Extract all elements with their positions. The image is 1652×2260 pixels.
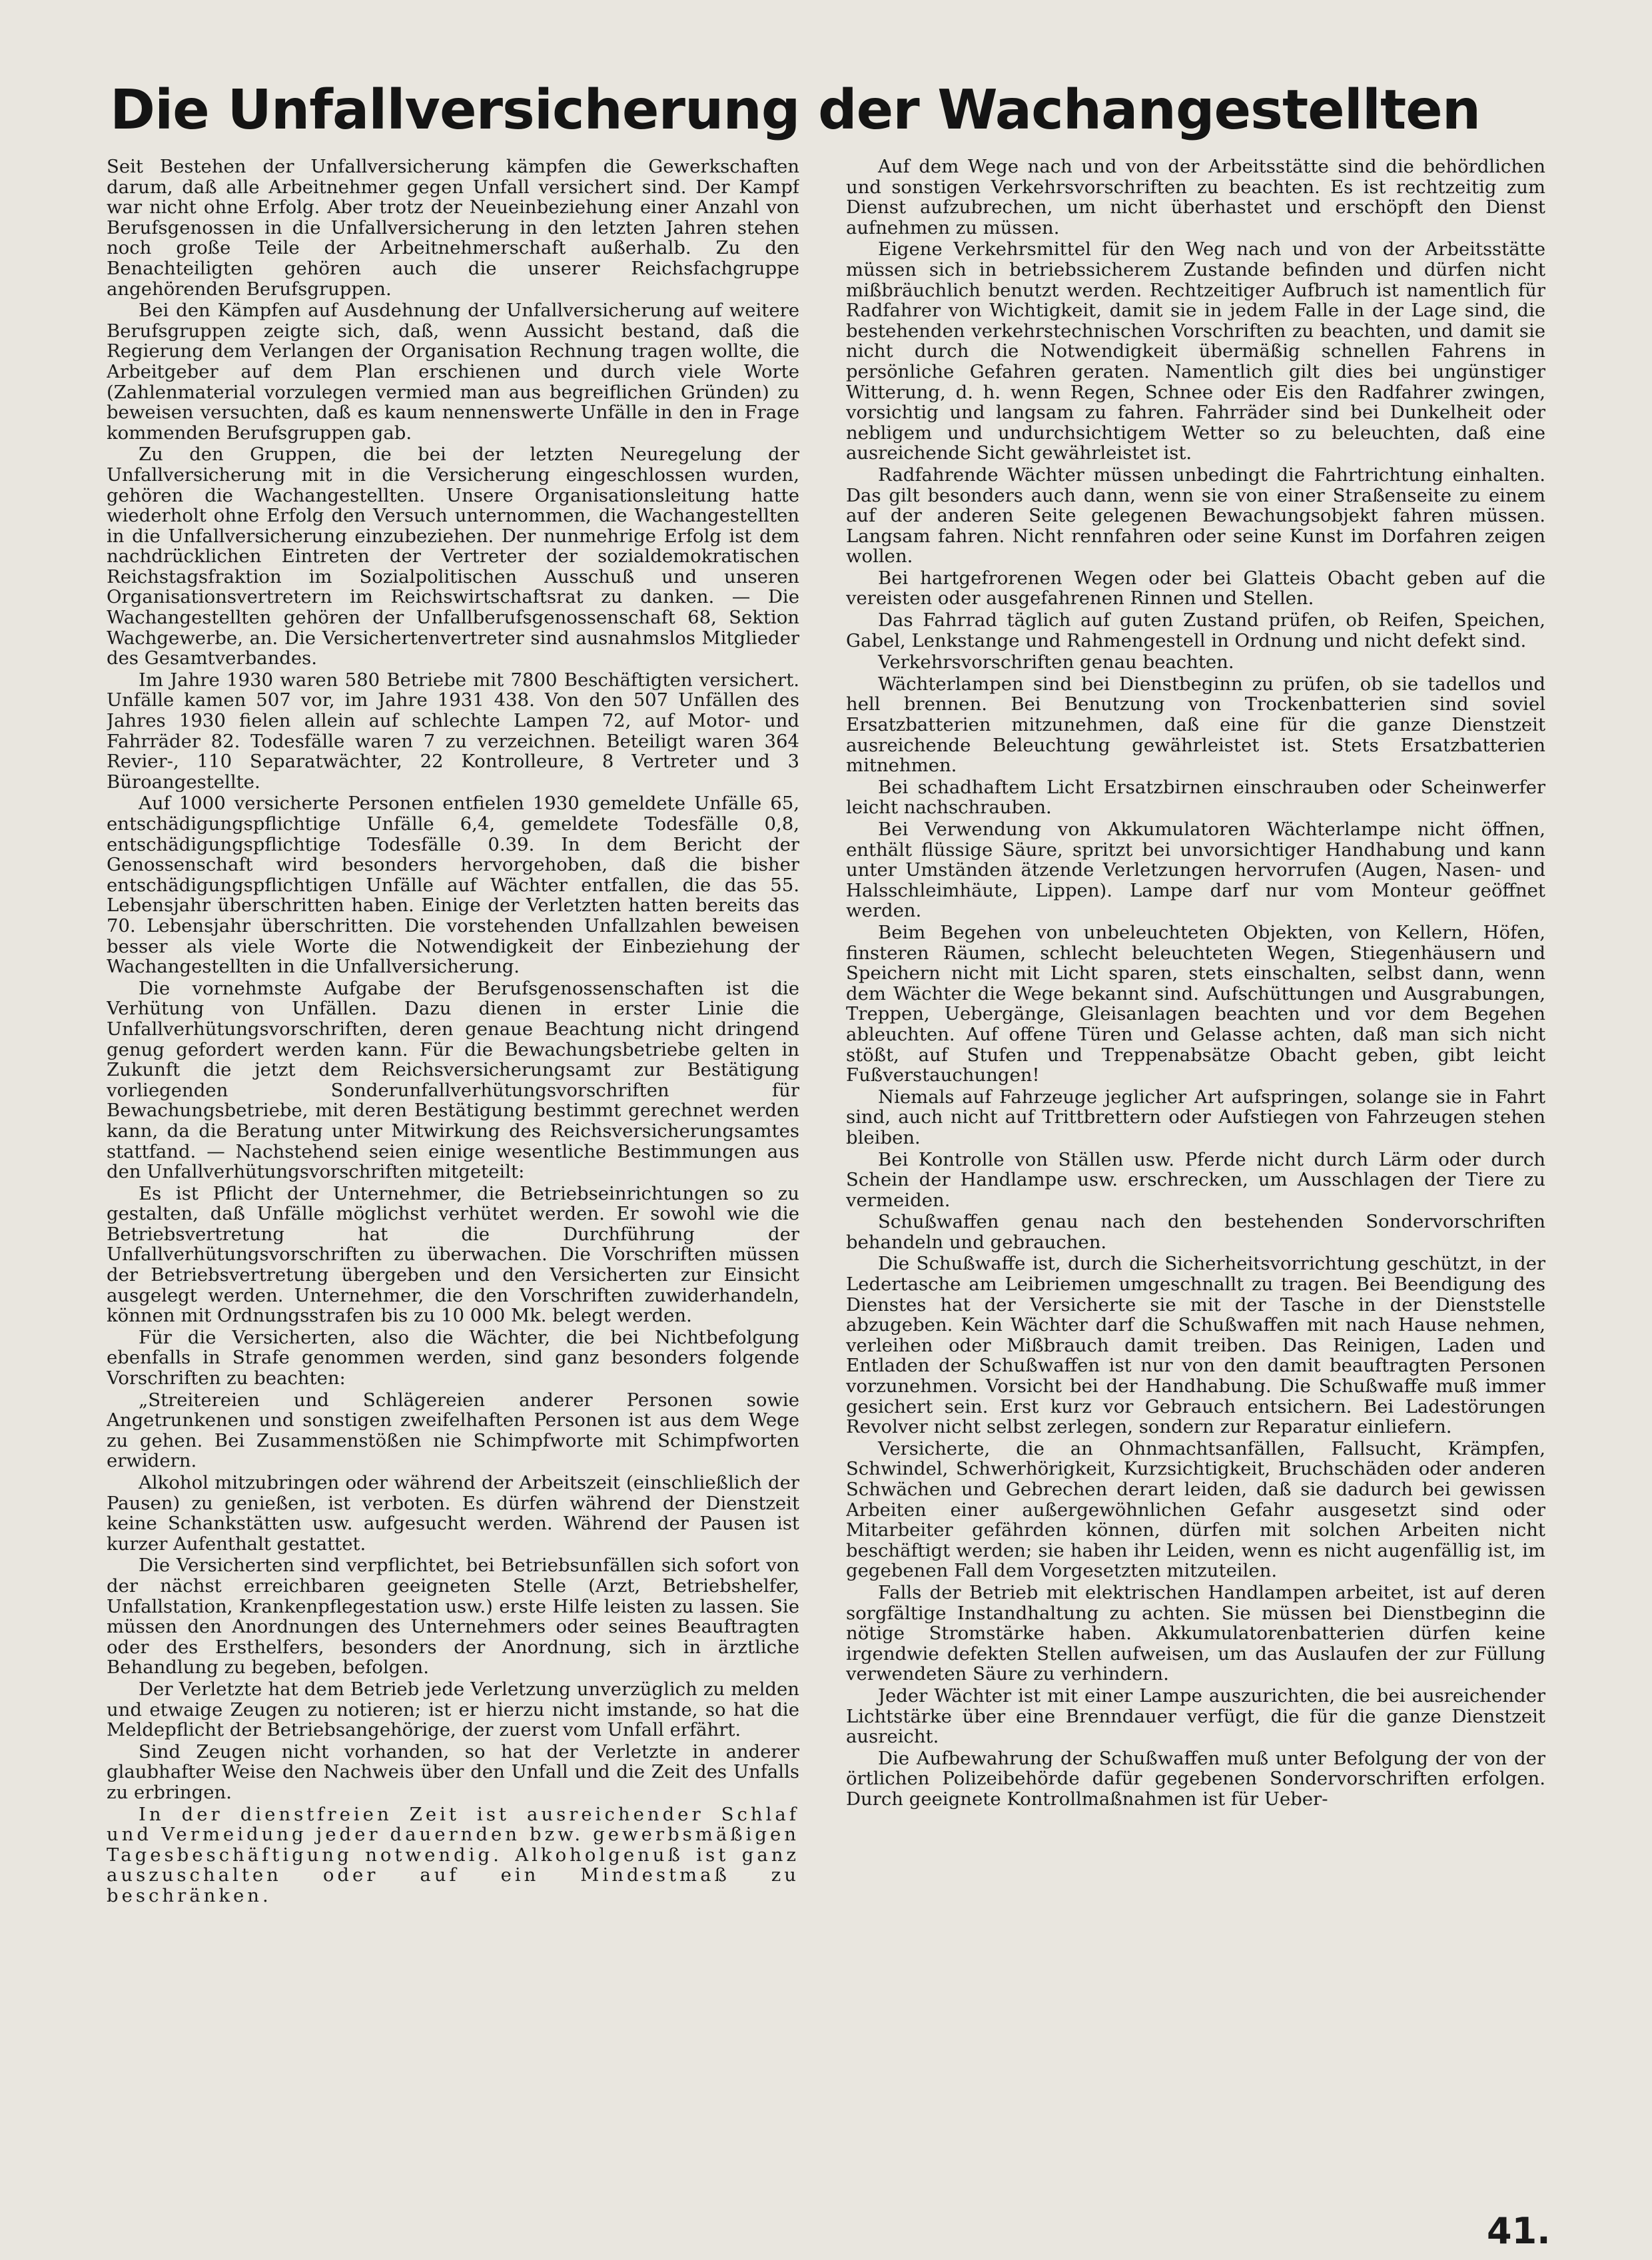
paragraph: Auf 1000 versicherte Personen entfielen 1930 gemeldete Unfälle 65, entschädigungspflichtige Unfälle 6,4, gemeldete Todesfälle 0,8, entschädigungspflichtige Todesfälle 0.39. In dem Bericht der Genossenschaft wird besonders hervorgehoben, daß die bisher entschädigungspflichtigen Unfälle auf Wächter entfallen, die das 55. Lebensjahr überschritten haben. Einige der Verletzten hatten bereits das 70. Lebensjahr überschritten. Die vorstehenden Unfallzahlen beweisen besser als viele Worte die Notwendigkeit der Einbeziehung der Wachangestellten in die Unfallversicherung. xyxy=(107,793,799,978)
paragraph: Falls der Betrieb mit elektrischen Handlampen arbeitet, ist auf deren sorgfältige Instandhaltung zu achten. Sie müssen bei Dienstbeginn die nötige Stromstärke haben. Akkumulatorenbatterien dürfen keine irgendwie defekten Stellen aufweisen, um das Auslaufen der zur Füllung verwendeten Säure zu verhindern. xyxy=(846,1581,1545,1685)
paragraph: Zu den Gruppen, die bei der letzten Neuregelung der Unfallversicherung mit in die Versicherung eingeschlossen wurden, gehören die Wachangestellten. Unsere Organisationsleitung hatte wiederholt ohne Erfolg den Versuch unternommen, die Wachangestellten in die Unfallversicherung einzubeziehen. Der nunmehrige Erfolg ist dem nachdrücklichen Eintreten der Vertreter der sozialdemokratischen Reichstagsfraktion im Sozialpolitischen Ausschuß und unseren Organisationsvertretern im Reichswirtschaftsrat zu danken. — Die Wachangestellten gehören der Unfallberufsgenossenschaft 68, Sektion Wachgewerbe, an. Die Versichertenvertreter sind ausnahmslos Mitglieder des Gesamtverbandes. xyxy=(107,444,799,669)
paragraph: Im Jahre 1930 waren 580 Betriebe mit 7800 Beschäftigten versichert. Unfälle kamen 507 vor, im Jahre 1931 438. Von den 507 Unfällen des Jahres 1930 fielen allein auf schlechte Lampen 72, auf Motor- und Fahrräder 82. Todesfälle waren 7 zu verzeichnen. Beteiligt waren 364 Revier-, 110 Separatwächter, 22 Kontrolleure, 8 Vertreter und 3 Büroangestellte. xyxy=(107,669,799,793)
paragraph: Sind Zeugen nicht vorhanden, so hat der Verletzte in anderer glaubhafter Weise den Nachweis über den Unfall und die Zeit des Unfalls zu erbringen. xyxy=(107,1740,799,1803)
paragraph: Die vornehmste Aufgabe der Berufsgenossenschaften ist die Verhütung von Unfällen. Dazu dienen in erster Linie die Unfallverhütungsvorschriften, deren genaue Beachtung nicht dringend genug gefordert werden kann. Für die Bewachungsbetriebe gelten in Zukunft die jetzt dem Reichsversicherungsamt zur Bestätigung vorliegenden Sonderunfallverhütungsvorschriften für Bewachungsbetriebe, mit deren Bestätigung bestimmt gerechnet werden kann, da die Beratung unter Mitwirkung des Reichsversicherungsamtes stattfand. — Nachstehend seien einige wesentliche Bestimmungen aus den Unfallverhütungsvorschriften mitgeteilt: xyxy=(107,977,799,1183)
right-text-column xyxy=(846,157,1545,2155)
paragraph: Bei schadhaftem Licht Ersatzbirnen einschrauben oder Scheinwerfer leicht nachschrauben. xyxy=(846,776,1545,819)
paragraph: Bei hartgefrorenen Wegen oder bei Glatteis Obacht geben auf die vereisten oder ausgefahrenen Rinnen und Stellen. xyxy=(846,567,1545,609)
paragraph: Jeder Wächter ist mit einer Lampe auszurichten, die bei ausreichender Lichtstärke über eine Brenndauer verfügt, die für die ganze Dienstzeit ausreicht. xyxy=(846,1685,1545,1748)
paragraph: Bei den Kämpfen auf Ausdehnung der Unfallversicherung auf weitere Berufsgruppen zeigte sich, daß, wenn Aussicht bestand, daß die Regierung dem Verlangen der Organisation Rechnung tragen wollte, die Arbeitgeber auf dem Plan erschienen und durch viele Worte (Zahlenmaterial vorzulegen vermied man aus begreiflichen Gründen) zu beweisen versuchten, daß es kaum nennenswerte Unfälle in den in Frage kommenden Berufsgruppen gab. xyxy=(107,300,799,444)
paragraph: Radfahrende Wächter müssen unbedingt die Fahrtrichtung einhalten. Das gilt besonders auch dann, wenn sie von einer Straßenseite zu einem auf der anderen Seite gelegenen Bewachungsobjekt fahren müssen. Langsam fahren. Nicht rennfahren oder seine Kunst im Dorfahren zeigen wollen. xyxy=(846,464,1545,567)
paragraph: Die Aufbewahrung der Schußwaffen muß unter Befolgung der von der örtlichen Polizeibehörde dafür gegebenen Sondervorschriften erfolgen. Durch geeignete Kontrollmaßnahmen ist für Ueber- xyxy=(846,1747,1545,1810)
paragraph: Für die Versicherten, also die Wächter, die bei Nichtbefolgung ebenfalls in Strafe genommen werden, sind ganz besonders folgende Vorschriften zu beachten: xyxy=(107,1326,799,1389)
page-number: 41. xyxy=(1487,2210,1551,2252)
article-title: Die Unfallversicherung der Wachangestellten xyxy=(110,79,1481,142)
paragraph: „Streitereien und Schlägereien anderer Personen sowie Angetrunkenen und sonstigen zweifelhaften Personen ist aus dem Wege zu gehen. Bei Zusammenstößen nie Schimpfworte mit Schimpfworten erwidern. xyxy=(107,1389,799,1472)
paragraph: Es ist Pflicht der Unternehmer, die Betriebseinrichtungen so zu gestalten, daß Unfälle möglichst verhütet werden. Er sowohl wie die Betriebsvertretung hat die Durchführung der Unfallverhütungsvorschriften zu überwachen. Die Vorschriften müssen der Betriebsvertretung übergeben und den Versicherten zur Einsicht ausgelegt werden. Unternehmer, die den Vorschriften zuwiderhandeln, können mit Ordnungsstrafen bis zu 10 000 Mk. belegt werden. xyxy=(107,1182,799,1327)
paragraph: Die Versicherten sind verpflichtet, bei Betriebsunfällen sich sofort von der nächst erreichbaren geeigneten Stelle (Arzt, Betriebshelfer, Unfallstation, Krankenpflegestation usw.) erste Hilfe leisten zu lassen. Sie müssen den Anordnungen des Unternehmers oder seines Beauftragten oder des Ersthelfers, besonders der Anordnung, sich in ärztliche Behandlung zu begeben, befolgen. xyxy=(107,1555,799,1679)
paragraph: Das Fahrrad täglich auf guten Zustand prüfen, ob Reifen, Speichen, Gabel, Lenkstange und Rahmengestell in Ordnung und nicht defekt sind. xyxy=(846,609,1545,651)
paragraph: In der dienstfreien Zeit ist ausreichender Schlaf und Vermeidung jeder dauernden bzw. gewerbsmäßigen Tagesbeschäftigung notwendig. Alkoholgenuß ist ganz auszuschalten oder auf ein Mindestmaß zu beschränken. xyxy=(107,1803,799,1906)
left-text-column xyxy=(107,157,799,2155)
paragraph: Auf dem Wege nach und von der Arbeitsstätte sind die behördlichen und sonstigen Verkehrsvorschriften zu beachten. Es ist rechtzeitig zum Dienst aufzubrechen, um nicht überhastet und erschöpft den Dienst aufnehmen zu müssen. xyxy=(846,157,1545,238)
paragraph: Bei Verwendung von Akkumulatoren Wächterlampe nicht öffnen, enthält flüssige Säure, spritzt bei unvorsichtiger Handhabung und kann unter Umständen ätzende Verletzungen hervorrufen (Augen, Nasen- und Halsschleimhäute, Lippen). Lampe darf nur vom Monteur geöffnet werden. xyxy=(846,819,1545,922)
paragraph: Beim Begehen von unbeleuchteten Objekten, von Kellern, Höfen, finsteren Räumen, schlecht beleuchteten Wegen, Stiegenhäusern und Speichern nicht mit Licht sparen, stets einschalten, selbst dann, wenn dem Wächter die Wege bekannt sind. Aufschüttungen und Ausgrabungen, Treppen, Uebergänge, Gleisanlagen beachten und vor dem Begehen ableuchten. Auf offene Türen und Gelasse achten, daß man sich nicht stößt, auf Stufen und Treppenabsätze Obacht geben, gibt leicht Fußverstauchungen! xyxy=(846,921,1545,1086)
paragraph: Versicherte, die an Ohnmachtsanfällen, Fallsucht, Krämpfen, Schwindel, Schwerhörigkeit, Kurzsichtigkeit, Bruchschäden oder anderen Schwächen und Gebrechen derart leiden, daß sie dadurch bei gewissen Arbeiten einer außergewöhnlichen Gefahr ausgesetzt sind oder Mitarbeiter gefährden können, dürfen mit solchen Arbeiten nicht beschäftigt werden; sie haben ihr Leiden, wenn es nicht augenfällig ist, im gegebenen Fall dem Vorgesetzten mitzuteilen. xyxy=(846,1437,1545,1582)
paragraph: Seit Bestehen der Unfallversicherung kämpfen die Gewerkschaften darum, daß alle Arbeitnehmer gegen Unfall versichert sind. Der Kampf war nicht ohne Erfolg. Aber trotz der Neueinbeziehung einer Anzahl von Berufsgenossen in die Unfallversicherung in den letzten Jahren stehen noch große Teile der Arbeitnehmerschaft außerhalb. Zu den Benachteiligten gehören auch die unserer Reichsfachgruppe angehörenden Berufsgruppen. xyxy=(107,157,799,300)
paragraph: Alkohol mitzubringen oder während der Arbeitszeit (einschließlich der Pausen) zu genießen, ist verboten. Es dürfen während der Dienstzeit keine Schankstätten usw. aufgesucht werden. Während der Pausen ist kurzer Aufenthalt gestattet. xyxy=(107,1472,799,1555)
paragraph: Der Verletzte hat dem Betrieb jede Verletzung unverzüglich zu melden und etwaige Zeugen zu notieren; ist er hierzu nicht imstande, so hat die Meldepflicht der Betriebsangehörige, der zuerst vom Unfall erfährt. xyxy=(107,1678,799,1741)
paragraph: Bei Kontrolle von Ställen usw. Pferde nicht durch Lärm oder durch Schein der Handlampe usw. erschrecken, um Ausschlagen der Tiere zu vermeiden. xyxy=(846,1148,1545,1211)
paragraph: Wächterlampen sind bei Dienstbeginn zu prüfen, ob sie tadellos und hell brennen. Bei Benutzung von Trockenbatterien sind soviel Ersatzbatterien mitzunehmen, daß eine für die ganze Dienstzeit ausreichende Beleuchtung gewährleistet ist. Stets Ersatzbatterien mitnehmen. xyxy=(846,673,1545,777)
paragraph: Eigene Verkehrsmittel für den Weg nach und von der Arbeitsstätte müssen sich in betriebssicherem Zustande befinden und dürfen nicht mißbräuchlich benutzt werden. Rechtzeitiger Aufbruch ist namentlich für Radfahrer von Wichtigkeit, damit sie in jedem Falle in der Lage sind, die bestehenden verkehrstechnischen Vorschriften zu beachten, und damit sie nicht durch die Notwendigkeit übermäßig schnellen Fahrens in persönliche Gefahren geraten. Namentlich gilt dies bei ungünstiger Witterung, d. h. wenn Regen, Schnee oder Eis den Radfahrer zwingen, vorsichtig und langsam zu fahren. Fahrräder sind bei Dunkelheit oder nebligem und undurchsichtigem Wetter so zu beleuchten, daß eine ausreichende Sicht gewährleistet ist. xyxy=(846,238,1545,464)
paragraph: Verkehrsvorschriften genau beachten. xyxy=(878,651,1234,673)
paragraph: Die Schußwaffe ist, durch die Sicherheitsvorrichtung geschützt, in der Ledertasche am Leibriemen umgeschnallt zu tragen. Bei Beendigung des Dienstes hat der Versicherte sie mit der Tasche in der Dienststelle abzugeben. Kein Wächter darf die Schußwaffen mit nach Hause nehmen, verleihen oder Mißbrauch damit treiben. Das Reinigen, Laden und Entladen der Schußwaffen ist nur von den damit beauftragten Personen vorzunehmen. Vorsicht bei der Handhabung. Die Schußwaffe muß immer gesichert sein. Erst kurz vor Gebrauch entsichern. Bei Ladestörungen Revolver nicht selbst zerlegen, sondern zur Reparatur einliefern. xyxy=(846,1253,1545,1438)
paragraph: Schußwaffen genau nach den bestehenden Sondervorschriften behandeln und gebrauchen. xyxy=(846,1211,1545,1253)
paragraph: Niemals auf Fahrzeuge jeglicher Art aufspringen, solange sie in Fahrt sind, auch nicht auf Trittbrettern oder Aufstiegen von Fahrzeugen stehen bleiben. xyxy=(846,1086,1545,1148)
